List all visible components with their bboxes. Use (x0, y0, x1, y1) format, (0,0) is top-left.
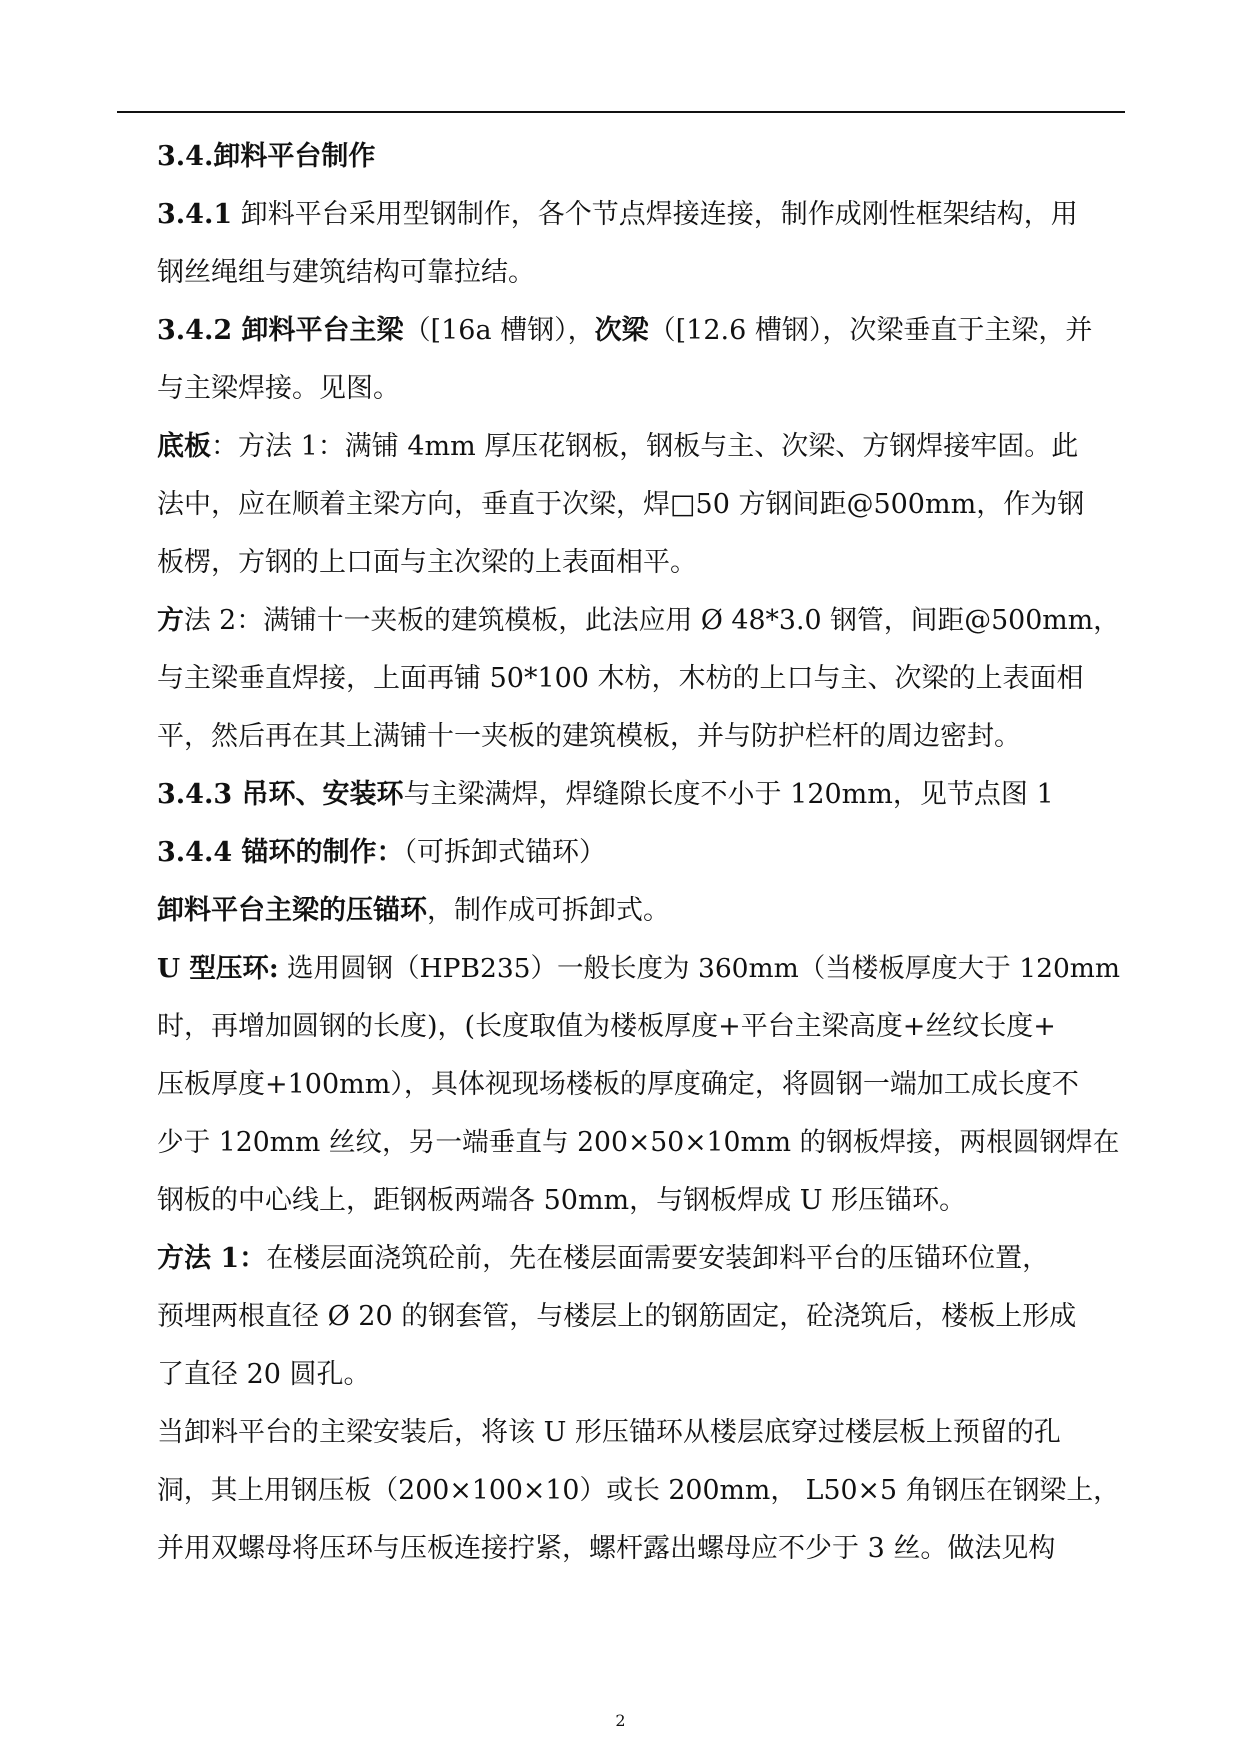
bottom-plate-text: ：方法 1：满铺 4mm 厚压花钢板，钢板与主、次梁、方钢焊接牢固。此 (211, 431, 1079, 462)
method2-line2: 与主梁垂直焊接，上面再铺 50*100 木枋，木枋的上口与主、次梁的上表面相 (157, 663, 1084, 694)
method1-line1 (157, 1230, 1125, 1288)
para-3-4-2-main-beam-spec: （[16a 槽钢）， (403, 315, 595, 346)
main-beam-anchor-title: 卸料平台主梁的压锚环 (157, 895, 427, 926)
para-3-4-4 (157, 824, 1125, 882)
para-3-4-1-line1 (157, 186, 1125, 244)
bottom-plate-line1 (157, 418, 1125, 476)
main-beam-anchor (157, 882, 1125, 940)
method2-line3: 平，然后再在其上满铺十一夹板的建筑模板，并与防护栏杆的周边密封。 (157, 721, 1021, 752)
para-3-4-3-text: 与主梁满焊，焊缝隙长度不小于 120mm，见节点图 1 (403, 779, 1054, 810)
main-beam-anchor-text: ，制作成可拆卸式。 (427, 895, 670, 926)
method2-label: 方 (157, 605, 184, 636)
method2-text: 法 2：满铺十一夹板的建筑模板，此法应用 Ø 48*3.0 钢管，间距@500mm， (183, 605, 1121, 636)
u-ring-label: U 型压环: (157, 953, 279, 984)
u-ring-text: 选用圆钢（HPB235）一般长度为 360mm（当楼板厚度大于 120mm (278, 953, 1121, 984)
para-3-4-1-text: 卸料平台采用型钢制作，各个节点焊接连接，制作成刚性框架结构，用 (240, 199, 1078, 230)
para-3-4-4-text: （可拆卸式锚环） (403, 837, 607, 868)
para-3-4-2-line1 (157, 302, 1125, 360)
para-3-4-2-secondary-beam: 次梁 (594, 315, 649, 346)
method2-line1 (157, 592, 1125, 650)
bottom-plate-line3: 板楞，方钢的上口面与主次梁的上表面相平。 (157, 547, 697, 578)
para-3-4-2-line2: 与主梁焊接。见图。 (157, 373, 400, 404)
install-line3: 并用双螺母将压环与压板连接拧紧，螺杆露出螺母应不少于 3 丝。做法见构 (157, 1533, 1056, 1564)
install-line2: 洞，其上用钢压板（200×100×10）或长 200mm， L50×5 角钢压在钢梁上， (157, 1475, 1120, 1506)
section-title: 3.4.卸料平台制作 (157, 141, 376, 172)
u-ring-line3: 压板厚度+100mm），具体视现场楼板的厚度确定，将圆钢一端加工成长度不 (157, 1069, 1079, 1100)
header-rule (117, 111, 1125, 113)
para-3-4-2-secondary-spec: （[12.6 槽钢），次梁垂直于主梁，并 (648, 315, 1093, 346)
bottom-plate-line2: 法中，应在顺着主梁方向，垂直于次梁，焊□50 方钢间距@500mm，作为钢 (157, 489, 1085, 520)
document-body (157, 128, 1125, 1578)
u-ring-line5: 钢板的中心线上，距钢板两端各 50mm，与钢板焊成 U 形压锚环。 (157, 1185, 967, 1216)
method1-line3: 了直径 20 圆孔。 (157, 1359, 371, 1390)
u-ring-line1 (157, 940, 1125, 998)
method1-line2: 预埋两根直径 Ø 20 的钢套管，与楼层上的钢筋固定，砼浇筑后，楼板上形成 (157, 1301, 1077, 1332)
para-3-4-3 (157, 766, 1125, 824)
bottom-plate-label: 底板 (157, 431, 211, 462)
para-3-4-3-title: 3.4.3 吊环、安装环 (157, 779, 404, 810)
para-3-4-1-number: 3.4.1 (157, 199, 233, 230)
method1-label: 方法 1： (157, 1243, 267, 1274)
para-3-4-1-line2: 钢丝绳组与建筑结构可靠拉结。 (157, 257, 535, 288)
u-ring-line2: 时，再增加圆钢的长度)，(长度取值为楼板厚度+平台主梁高度+丝纹长度+ (157, 1011, 1056, 1042)
u-ring-line4: 少于 120mm 丝纹，另一端垂直与 200×50×10mm 的钢板焊接，两根圆钢焊在 (157, 1127, 1120, 1158)
method1-text: 在楼层面浇筑砼前，先在楼层面需要安装卸料平台的压锚环位置， (266, 1243, 1050, 1274)
page-number: 2 (615, 1711, 626, 1730)
install-line1: 当卸料平台的主梁安装后，将该 U 形压锚环从楼层底穿过楼层板上预留的孔 (157, 1417, 1061, 1448)
para-3-4-2-title: 3.4.2 卸料平台主梁 (157, 315, 404, 346)
para-3-4-4-title: 3.4.4 锚环的制作： (157, 837, 404, 868)
